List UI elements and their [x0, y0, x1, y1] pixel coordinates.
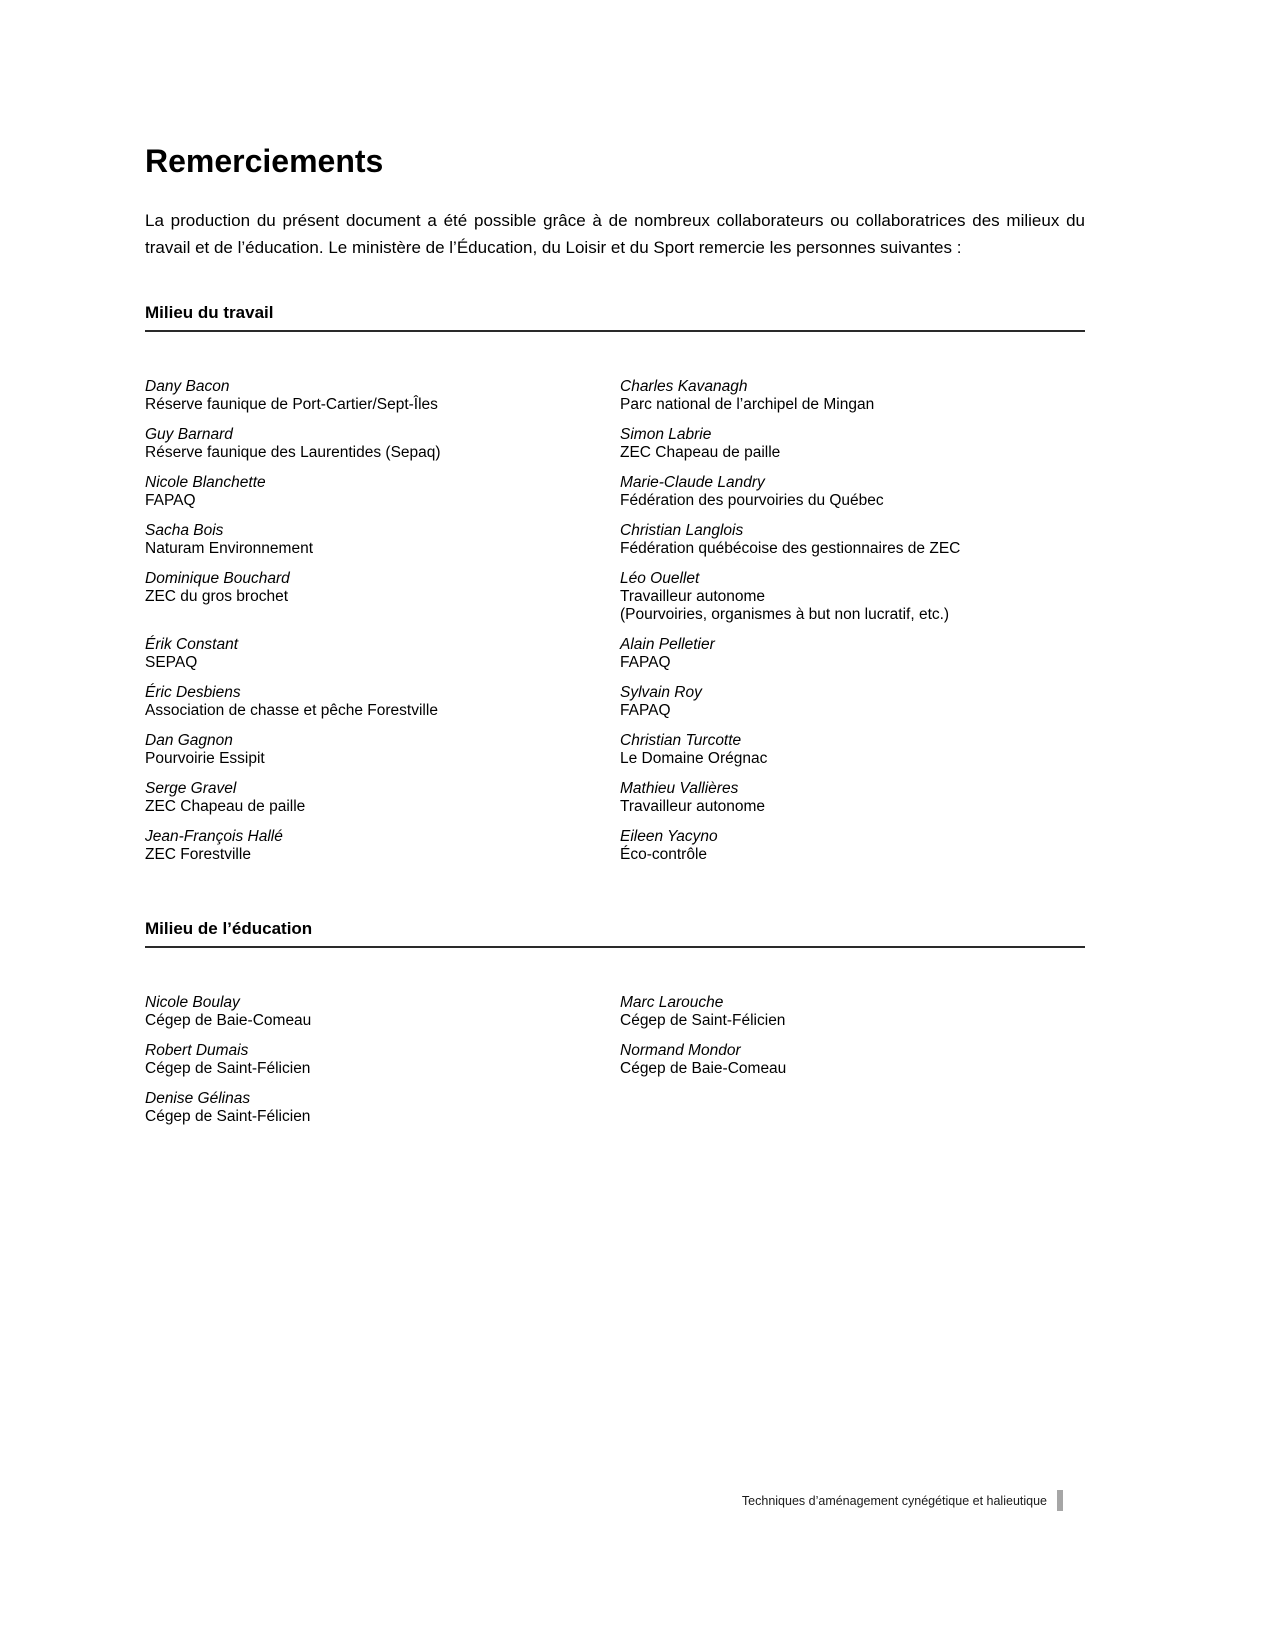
person-name: Dan Gagnon	[145, 732, 233, 749]
person-affiliation: Naturam Environnement	[145, 540, 313, 557]
page-title: Remerciements	[145, 143, 384, 179]
person-name: Christian Langlois	[620, 522, 744, 539]
person-name: Sacha Bois	[145, 522, 224, 539]
person-affiliation: Pourvoirie Essipit	[145, 750, 265, 767]
column-right	[620, 732, 1085, 768]
column-right	[620, 684, 1085, 720]
column-left	[145, 570, 620, 624]
contributor-row	[145, 684, 1085, 720]
contributor-row	[145, 828, 1085, 864]
section-milieu-de-l-education	[145, 919, 1085, 1126]
column-right	[620, 1042, 1085, 1078]
person-affiliation: Cégep de Saint-Félicien	[145, 1108, 311, 1125]
person-affiliation: Travailleur autonome	[620, 588, 766, 605]
contributor-rows	[145, 994, 1085, 1126]
column-right	[620, 994, 1085, 1030]
column-right	[620, 570, 1085, 624]
person-affiliation: Réserve faunique des Laurentides (Sepaq)	[145, 444, 441, 461]
person-affiliation: Cégep de Baie-Comeau	[620, 1060, 787, 1077]
column-right	[620, 426, 1085, 462]
person-name: Marie-Claude Landry	[620, 474, 765, 491]
column-right	[620, 1090, 1085, 1126]
person-affiliation: Cégep de Saint-Félicien	[145, 1060, 311, 1077]
contributor-row	[145, 780, 1085, 816]
person-affiliation: Fédération québécoise des gestionnaires de ZEC	[620, 540, 961, 557]
column-right	[620, 780, 1085, 816]
person-affiliation: Parc national de l’archipel de Mingan	[620, 396, 875, 413]
contributor-row	[145, 570, 1085, 624]
person-name: Marc Larouche	[620, 994, 724, 1011]
person-affiliation: ZEC Forestville	[145, 846, 251, 863]
column-right	[620, 636, 1085, 672]
person-name: Érik Constant	[145, 636, 239, 653]
column-left	[145, 684, 620, 720]
person-name: Nicole Blanchette	[145, 474, 266, 491]
column-left	[145, 1042, 620, 1078]
contributor-row	[145, 1042, 1085, 1078]
person-affiliation: FAPAQ	[620, 702, 671, 719]
person-affiliation: SEPAQ	[145, 654, 198, 671]
column-right	[620, 828, 1085, 864]
page-footer	[742, 1490, 1063, 1511]
person-affiliation: Cégep de Baie-Comeau	[145, 1012, 312, 1029]
column-left	[145, 732, 620, 768]
contributor-row	[145, 426, 1085, 462]
column-right	[620, 522, 1085, 558]
footer-marker-bar	[1057, 1490, 1063, 1511]
person-affiliation: ZEC Chapeau de paille	[145, 798, 306, 815]
section-milieu-du-travail	[145, 303, 1085, 864]
person-affiliation: ZEC Chapeau de paille	[620, 444, 781, 461]
person-name: Christian Turcotte	[620, 732, 742, 749]
person-name: Dominique Bouchard	[145, 570, 290, 587]
person-name: Jean-François Hallé	[145, 828, 283, 845]
person-name: Léo Ouellet	[620, 570, 700, 587]
column-left	[145, 994, 620, 1030]
person-affiliation: FAPAQ	[620, 654, 671, 671]
person-name: Éric Desbiens	[145, 684, 241, 701]
person-affiliation: Réserve faunique de Port-Cartier/Sept-Îles	[145, 396, 438, 413]
sections-container	[145, 303, 1085, 1126]
contributor-rows	[145, 378, 1085, 864]
contributor-row	[145, 522, 1085, 558]
column-left	[145, 780, 620, 816]
person-affiliation: Cégep de Saint-Félicien	[620, 1012, 786, 1029]
contributor-row	[145, 636, 1085, 672]
column-left	[145, 426, 620, 462]
section-heading: Milieu de l’éducation	[145, 919, 1085, 948]
person-affiliation: FAPAQ	[145, 492, 196, 509]
section-heading: Milieu du travail	[145, 303, 1085, 332]
contributor-row	[145, 732, 1085, 768]
column-right	[620, 378, 1085, 414]
column-left	[145, 474, 620, 510]
person-affiliation: Éco-contrôle	[620, 846, 708, 863]
person-affiliation: ZEC du gros brochet	[145, 588, 289, 605]
person-affiliation: Association de chasse et pêche Forestville	[145, 702, 438, 719]
person-name: Dany Bacon	[145, 378, 230, 395]
intro-paragraph: La production du présent document a été possible grâce à de nombreux collaborateurs ou collaboratrices des milieux du travail et de l’éducation. Le ministère de l’Éducation, du Loisir et du Sport remercie les personnes suivantes :	[145, 211, 1085, 257]
person-affiliation: Le Domaine Orégnac	[620, 750, 768, 767]
person-name: Alain Pelletier	[620, 636, 715, 653]
person-name: Nicole Boulay	[145, 994, 240, 1011]
column-right	[620, 474, 1085, 510]
person-name: Charles Kavanagh	[620, 378, 748, 395]
person-name: Denise Gélinas	[145, 1090, 251, 1107]
column-left	[145, 1090, 620, 1126]
column-left	[145, 378, 620, 414]
person-affiliation: Travailleur autonome	[620, 798, 766, 815]
person-name: Guy Barnard	[145, 426, 233, 443]
contributor-row	[145, 994, 1085, 1030]
column-left	[145, 828, 620, 864]
person-name: Eileen Yacyno	[620, 828, 718, 845]
person-affiliation: (Pourvoiries, organismes à but non lucratif, etc.)	[620, 606, 950, 623]
person-name: Robert Dumais	[145, 1042, 249, 1059]
footer-text: Techniques d’aménagement cynégétique et halieutique	[741, 1493, 1047, 1508]
column-left	[145, 636, 620, 672]
contributor-row	[145, 378, 1085, 414]
person-name: Simon Labrie	[620, 426, 712, 443]
contributor-row	[145, 474, 1085, 510]
person-name: Mathieu Vallières	[620, 780, 739, 797]
column-left	[145, 522, 620, 558]
person-name: Serge Gravel	[145, 780, 237, 797]
person-name: Sylvain Roy	[620, 684, 702, 701]
contributor-row	[145, 1090, 1085, 1126]
person-name: Normand Mondor	[620, 1042, 741, 1059]
person-affiliation: Fédération des pourvoiries du Québec	[620, 492, 884, 509]
